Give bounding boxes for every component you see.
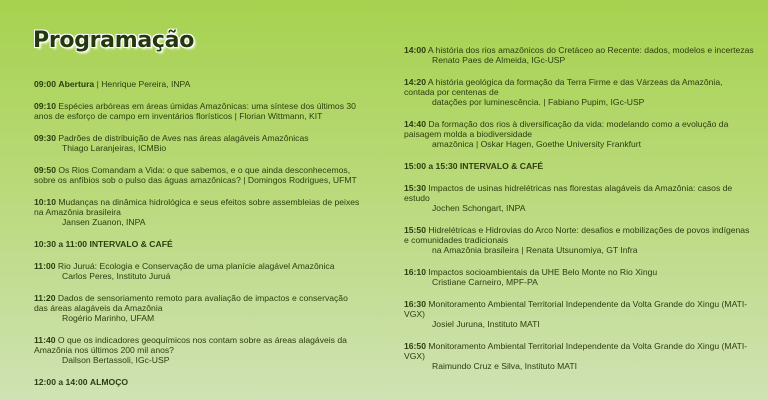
item-title: Da formação dos rios à diversificação da vida: modelando como a evolução da paisagem molda a biodiversidade <box>404 119 729 139</box>
schedule-item: 09:50 Os Rios Comandam a Vida: o que sabemos, e o que ainda desconhecemos, sobre os anfíbios sob o pulso das águas amazônicas? | Domingos Rodrigues, UFMT <box>34 165 357 185</box>
item-time: 14:40 <box>404 119 426 129</box>
item-title: O que os indicadores geoquímicos nos contam sobre as áreas alagáveis da Amazônia nos últimos 200 mil anos? <box>34 335 347 355</box>
schedule-break <box>34 239 364 249</box>
item-time: 09:10 <box>34 101 56 111</box>
item-speaker: Florian Wittmann, KIT <box>239 111 323 121</box>
item-title: INTERVALO & CAFÉ <box>459 161 544 171</box>
item-speaker: Cristiane Carneiro, MPF-PA <box>432 277 538 287</box>
item-title: Mudanças na dinâmica hidrológica e seus efeitos sobre assembleias de peixes na Amazônia brasileira <box>34 197 360 217</box>
item-time: 10:30 a 11:00 <box>34 239 88 249</box>
schedule-break <box>404 161 754 171</box>
item-title: Espécies arbóreas em áreas úmidas Amazônicas: uma síntese dos últimos 30 anos de esforço de campo em inventários florísticos <box>34 101 356 121</box>
schedule-break <box>34 377 364 387</box>
schedule-item: 15:50 Hidrelétricas e Hidrovias do Arco Norte: desafios e mobilizações de povos indígenas e comunidades tradicionais na Amazônia brasileira | Renata Utsunomiya, GT Infra <box>404 225 750 255</box>
schedule-item: 09:10 Espécies arbóreas em áreas úmidas Amazônicas: uma síntese dos últimos 30 anos de esforço de campo em inventários florísticos | Florian Wittmann, KIT <box>34 101 356 121</box>
item-time: 14:00 <box>404 45 426 55</box>
item-speaker: Raimundo Cruz e Silva, Instituto MATI <box>432 361 578 371</box>
item-speaker: Henrique Pereira, INPA <box>101 79 191 89</box>
item-time: 11:20 <box>34 293 56 303</box>
item-time: 11:00 <box>34 261 56 271</box>
schedule-item: 14:20 A história geológica da formação da Terra Firme e das Várzeas da Amazônia, contada por centenas de datações por luminescência. | Fabiano Pupim, IGc-USP <box>404 77 723 107</box>
schedule-item <box>34 133 364 153</box>
schedule-item <box>404 267 754 287</box>
schedule-item <box>404 299 754 329</box>
item-time: 09:00 <box>34 79 56 89</box>
item-time: 09:50 <box>34 165 56 175</box>
item-time: 15:30 <box>404 183 426 193</box>
item-title: Monitoramento Ambiental Territorial Independente da Volta Grande do Xingu (MATI-VGX) <box>404 341 748 361</box>
item-title: Impactos socioambientais da UHE Belo Monte no Rio Xingu <box>428 267 658 277</box>
item-speaker: Jochen Schongart, INPA <box>432 203 526 213</box>
item-title: Abertura <box>58 79 95 89</box>
schedule-right-column <box>404 45 754 383</box>
schedule-left-column <box>34 79 364 399</box>
item-title-continued: datações por luminescência. <box>432 97 541 107</box>
item-title: Dados de sensoriamento remoto para avaliação de impactos e conservação das áreas alagáveis da Amazônia <box>34 293 348 313</box>
item-speaker: Renata Utsunomiya, GT Infra <box>525 245 638 255</box>
item-title: Rio Juruá: Ecologia e Conservação de uma planície alagável Amazônica <box>57 261 335 271</box>
schedule-item <box>404 45 754 65</box>
item-time: 09:30 <box>34 133 56 143</box>
schedule-item <box>34 261 364 281</box>
item-speaker: Carlos Peres, Instituto Juruá <box>62 271 171 281</box>
item-time: 11:40 <box>34 335 56 345</box>
item-speaker: Josiel Juruna, Instituto MATI <box>432 319 540 329</box>
schedule-item: 09:00 Abertura | Henrique Pereira, INPA <box>34 79 191 89</box>
item-title: A história dos rios amazônicos do Cretáceo ao Recente: dados, modelos e incertezas <box>427 45 754 55</box>
item-speaker: Rogério Marinho, UFAM <box>62 313 155 323</box>
item-speaker: Fabiano Pupim, IGc-USP <box>547 97 645 107</box>
item-time: 14:20 <box>404 77 426 87</box>
item-speaker: Oskar Hagen, Goethe University Frankfurt <box>480 139 642 149</box>
item-title-continued: amazônica <box>432 139 474 149</box>
item-time: 12:00 a 14:00 <box>34 377 88 387</box>
schedule-item <box>34 335 364 365</box>
item-time: 16:30 <box>404 299 426 309</box>
item-speaker: Jansen Zuanon, INPA <box>62 217 146 227</box>
item-speaker: Domingos Rodrigues, UFMT <box>247 175 357 185</box>
item-time: 15:00 a 15:30 <box>404 161 458 171</box>
item-title-continued: na Amazônia brasileira <box>432 245 519 255</box>
schedule-item <box>34 197 364 227</box>
schedule-item <box>404 183 754 213</box>
item-time: 16:10 <box>404 267 426 277</box>
item-time: 15:50 <box>404 225 426 235</box>
item-speaker: Renato Paes de Almeida, IGc-USP <box>432 55 566 65</box>
item-title: A história geológica da formação da Terra Firme e das Várzeas da Amazônia, contada por centenas de <box>404 77 723 97</box>
item-title: Monitoramento Ambiental Territorial Independente da Volta Grande do Xingu (MATI-VGX) <box>404 299 748 319</box>
item-title: Os Rios Comandam a Vida: o que sabemos, e o que ainda desconhecemos, sobre os anfíbios sob o pulso das águas amazônicas? <box>34 165 351 185</box>
item-time: 16:50 <box>404 341 426 351</box>
item-title: INTERVALO & CAFÉ <box>89 239 173 249</box>
item-title: ALMOÇO <box>89 377 129 387</box>
page-title: Programação <box>33 28 195 53</box>
schedule-item <box>404 341 754 371</box>
item-title: Hidrelétricas e Hidrovias do Arco Norte: desafios e mobilizações de povos indígenas e comunidades tradicionais <box>404 225 750 245</box>
schedule-item <box>34 293 364 323</box>
schedule-item: 14:40 Da formação dos rios à diversificação da vida: modelando como a evolução da paisagem molda a biodiversidade amazônica | Oskar Hagen, Goethe University Frankfurt <box>404 119 729 149</box>
item-time: 10:10 <box>34 197 56 207</box>
item-title: Impactos de usinas hidrelétricas nas florestas alagáveis da Amazônia: casos de estudo <box>404 183 733 203</box>
item-speaker: Thiago Laranjeiras, ICMBio <box>62 143 167 153</box>
item-speaker: Dailson Bertassoli, IGc-USP <box>62 355 170 365</box>
item-title: Padrões de distribuição de Aves nas áreas alagáveis Amazônicas <box>58 133 309 143</box>
